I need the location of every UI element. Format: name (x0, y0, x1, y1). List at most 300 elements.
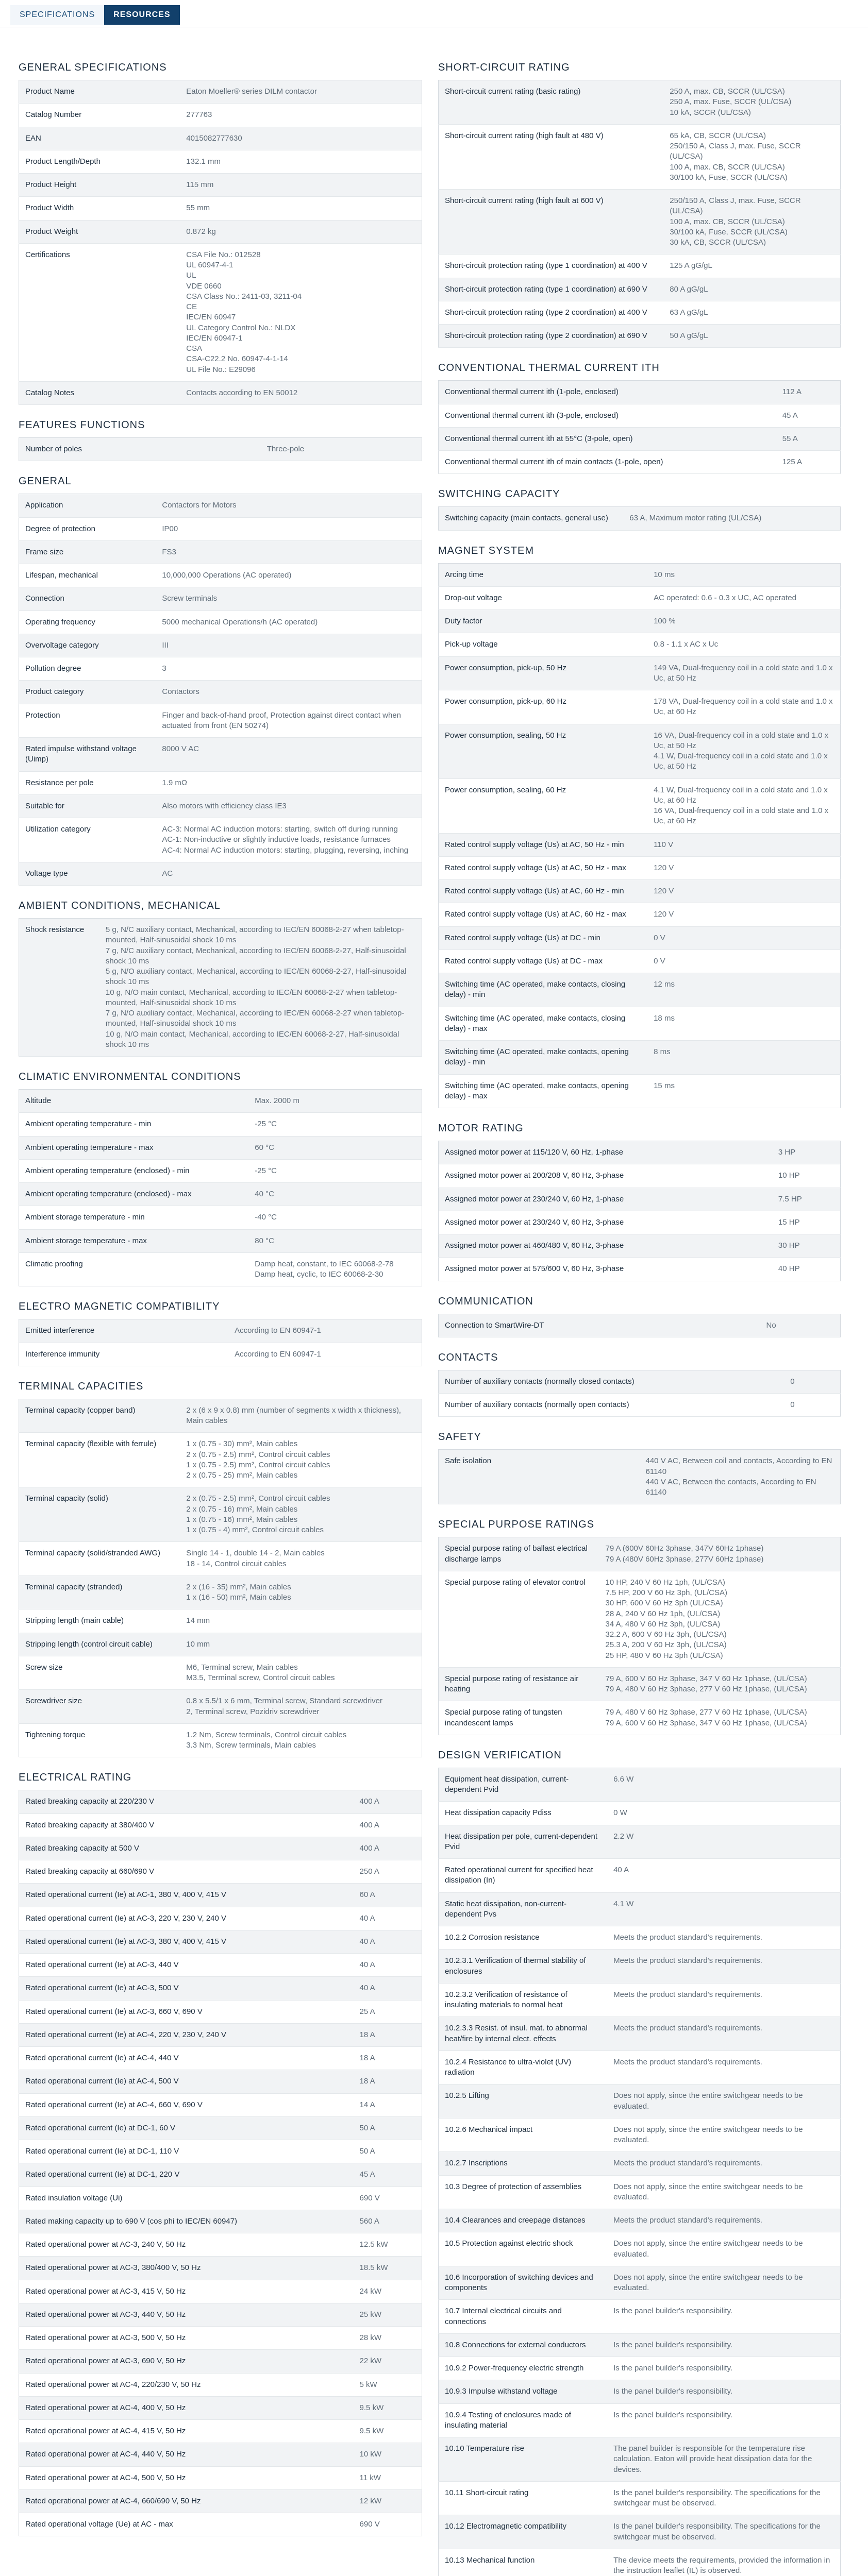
section-general-specifications (19, 62, 422, 405)
spec-label: Conventional thermal current ith at 55°C (3-pole, open) (439, 427, 776, 450)
spec-label: 10.7 Internal electrical circuits and connections (439, 2300, 608, 2334)
spec-label: Short-circuit current rating (high fault at 600 V) (439, 190, 664, 255)
spec-value: 2.2 W (607, 1825, 840, 1859)
spec-label: Rated operational power at AC-3, 380/400 V, 50 Hz (19, 2257, 354, 2280)
spec-label: Terminal capacity (solid/stranded AWG) (19, 1542, 180, 1576)
spec-label: Rated operational power at AC-3, 440 V, 50 Hz (19, 2303, 354, 2326)
spec-value: 1 x (0.75 - 30) mm², Main cables 2 x (0.75 - 2.5) mm², Control circuit cables 1 x (0.75 - 2.5) mm², Control circuit cables 2 x (0.75 - 25) mm², Main cables (180, 1433, 422, 1487)
spec-table (438, 1314, 841, 1337)
spec-row (439, 1701, 841, 1735)
spec-row (439, 2300, 841, 2334)
spec-label: Degree of protection (19, 517, 156, 540)
spec-label: Rated operational current (Ie) at DC-1, 220 V (19, 2163, 354, 2187)
spec-value: 4.1 W, Dual-frequency coil in a cold state and 1.0 x Uc, at 60 Hz 16 VA, Dual-frequency coil in a cold state and 1.0 x Uc, at 60 Hz (647, 778, 840, 833)
spec-row (439, 1950, 841, 1984)
spec-value: 10 HP (772, 1164, 841, 1188)
spec-value: 277763 (180, 104, 422, 127)
spec-row (439, 1571, 841, 1667)
spec-label: Ambient operating temperature - min (19, 1113, 249, 1136)
spec-value: 250 A (354, 1860, 422, 1884)
spec-value: 10 ms (647, 563, 840, 586)
spec-label: Terminal capacity (copper band) (19, 1399, 180, 1433)
spec-row (439, 1537, 841, 1571)
spec-value: Is the panel builder's responsibility. (607, 2380, 840, 2403)
spec-label: 10.2.2 Corrosion resistance (439, 1926, 608, 1950)
spec-row (439, 1926, 841, 1950)
spec-label: Rated operational current (Ie) at AC-4, 220 V, 230 V, 240 V (19, 2023, 354, 2046)
spec-row (19, 150, 422, 173)
spec-value: 10 HP, 240 V 60 Hz 1ph, (UL/CSA) 7.5 HP, 200 V 60 Hz 3ph, (UL/CSA) 30 HP, 600 V 60 Hz 3ph (UL/CSA) 28 A, 240 V 60 Hz 1ph, (UL/CSA) 34 A, 480 V 60 Hz 3ph, (UL/CSA) 32.2 A, 600 V 60 Hz 3ph, (UL/CSA) 25.3 A, 200 V 60 Hz 3ph, (UL/CSA) 25 HP, 480 V 60 Hz 3ph (UL/CSA) (599, 1571, 841, 1667)
spec-row (439, 1394, 841, 1417)
spec-row (19, 1433, 422, 1487)
spec-row (19, 1977, 422, 2000)
spec-label: Rated operational current (Ie) at AC-3, 660 V, 690 V (19, 2000, 354, 2023)
spec-row (19, 2163, 422, 2187)
spec-row (439, 2266, 841, 2300)
spec-label: 10.2.5 Lifting (439, 2084, 608, 2119)
spec-label: Rated operational current (Ie) at AC-3, 500 V (19, 1977, 354, 2000)
spec-label: Assigned motor power at 230/240 V, 60 Hz, 3-phase (439, 1211, 772, 1234)
spec-label: Ambient storage temperature - min (19, 1206, 249, 1229)
spec-label: Product Width (19, 197, 180, 220)
spec-row (439, 1164, 841, 1188)
spec-label: Rated breaking capacity at 220/230 V (19, 1790, 354, 1814)
spec-row (19, 2373, 422, 2396)
spec-value: III (156, 634, 422, 657)
spec-value: Max. 2000 m (248, 1090, 422, 1113)
spec-row (439, 507, 841, 530)
spec-value: 5 kW (354, 2373, 422, 2396)
spec-value: 2 x (16 - 35) mm², Main cables 1 x (16 - 50) mm², Main cables (180, 1575, 422, 1609)
spec-row (19, 862, 422, 885)
spec-value: 25 A (354, 2000, 422, 2023)
spec-label: Climatic proofing (19, 1252, 249, 1286)
spec-value: 40 A (354, 1930, 422, 1953)
spec-row (19, 2000, 422, 2023)
section-special-purpose-ratings (438, 1519, 841, 1735)
spec-value: 9.5 kW (354, 2420, 422, 2443)
spec-row (19, 2443, 422, 2466)
spec-row (439, 2357, 841, 2380)
spec-value: 0.8 x 5.5/1 x 6 mm, Terminal screw, Standard screwdriver 2, Terminal screw, Pozidriv screwdriver (180, 1690, 422, 1724)
spec-value: 178 VA, Dual-frequency coil in a cold state and 1.0 x Uc, at 60 Hz (647, 690, 840, 724)
spec-row (19, 657, 422, 681)
spec-value: 40 A (607, 1859, 840, 1893)
spec-label: Ambient storage temperature - max (19, 1229, 249, 1252)
spec-label: Assigned motor power at 230/240 V, 60 Hz, 1-phase (439, 1188, 772, 1211)
spec-row (439, 1234, 841, 1258)
spec-row (19, 634, 422, 657)
spec-label: Certifications (19, 243, 180, 381)
spec-value: 10 kW (354, 2443, 422, 2466)
spec-label: Short-circuit protection rating (type 2 coordination) at 690 V (439, 325, 664, 348)
spec-table (19, 1790, 422, 2536)
spec-label: Number of poles (19, 438, 261, 461)
spec-label: Rated operational current (Ie) at DC-1, 60 V (19, 2116, 354, 2140)
tab-specifications[interactable]: SPECIFICATIONS (10, 5, 104, 25)
spec-value: Three-pole (261, 438, 422, 461)
section-short-circuit-rating (438, 62, 841, 348)
spec-value: 40 A (354, 1977, 422, 2000)
spec-value: 79 A (600V 60Hz 3phase, 347V 60Hz 1phase) 79 A (480V 60Hz 3phase, 277V 60Hz 1phase) (599, 1537, 841, 1571)
spec-row (19, 220, 422, 243)
spec-label: Number of auxiliary contacts (normally open contacts) (439, 1394, 784, 1417)
section-title: ELECTRO MAGNETIC COMPATIBILITY (19, 1301, 220, 1313)
spec-label: 10.2.3.3 Resist. of insul. mat. to abnormal heat/fire by internal elect. effects (439, 2017, 608, 2051)
spec-table (19, 80, 422, 405)
spec-value: 10,000,000 Operations (AC operated) (156, 564, 422, 587)
spec-label: Resistance per pole (19, 771, 156, 794)
spec-label: Conventional thermal current ith (1-pole, enclosed) (439, 381, 776, 404)
spec-row (439, 278, 841, 301)
spec-label: Rated operational power at AC-4, 415 V, 50 Hz (19, 2420, 354, 2443)
spec-value: 120 V (647, 880, 840, 903)
spec-row (439, 301, 841, 324)
spec-label: Rated operational power at AC-3, 415 V, 50 Hz (19, 2280, 354, 2303)
spec-row (439, 778, 841, 833)
spec-row (439, 2380, 841, 2403)
spec-value: -25 °C (248, 1113, 422, 1136)
spec-label: Voltage type (19, 862, 156, 885)
spec-value: AC-3: Normal AC induction motors: starting, switch off during running AC-1: Non-inductive or slightly inductive loads, resistance furnaces AC-4: Normal AC induction motors: starting, plugging, reversing, inching (156, 818, 422, 862)
spec-label: Drop-out voltage (439, 586, 648, 609)
spec-value: 6.6 W (607, 1768, 840, 1802)
spec-value: 40 °C (248, 1183, 422, 1206)
spec-label: Rated impulse withstand voltage (Uimp) (19, 738, 156, 772)
spec-label: Assigned motor power at 200/208 V, 60 Hz, 3-phase (439, 1164, 772, 1188)
spec-value: According to EN 60947-1 (228, 1319, 422, 1343)
spec-value: Single 14 - 1, double 14 - 2, Main cables 18 - 14, Control circuit cables (180, 1542, 422, 1576)
spec-row (19, 2233, 422, 2257)
spec-value: 40 A (354, 1954, 422, 1977)
spec-label: Power consumption, pick-up, 50 Hz (439, 656, 648, 690)
section-title: MOTOR RATING (438, 1123, 524, 1134)
section-general (19, 476, 422, 886)
spec-label: Stripping length (control circuit cable) (19, 1633, 180, 1656)
spec-row (439, 563, 841, 586)
spec-table (438, 1141, 841, 1281)
spec-row (439, 950, 841, 973)
spec-value: 24 kW (354, 2280, 422, 2303)
spec-row (19, 2210, 422, 2233)
spec-row (439, 2017, 841, 2051)
spec-value: 60 °C (248, 1136, 422, 1159)
section-electrical-rating (19, 1772, 422, 2536)
spec-value: 12 kW (354, 2489, 422, 2513)
spec-row (19, 2420, 422, 2443)
spec-label: Switching time (AC operated, make contacts, opening delay) - max (439, 1074, 648, 1108)
spec-row (19, 2257, 422, 2280)
spec-label: Rated operational voltage (Ue) at AC - max (19, 2513, 354, 2536)
spec-value: 560 A (354, 2210, 422, 2233)
spec-row (439, 1667, 841, 1701)
section-title: ELECTRICAL RATING (19, 1772, 132, 1784)
spec-row (439, 690, 841, 724)
spec-row (19, 1837, 422, 1860)
spec-value: 63 A, Maximum motor rating (UL/CSA) (623, 507, 840, 530)
spec-row (19, 587, 422, 611)
spec-label: Rated operational current (Ie) at AC-4, 440 V (19, 2047, 354, 2070)
spec-row (19, 1884, 422, 1907)
spec-label: Terminal capacity (solid) (19, 1487, 180, 1542)
section-title: CONTACTS (438, 1351, 498, 1363)
spec-value: 0 V (647, 926, 840, 950)
spec-value: 14 mm (180, 1609, 422, 1633)
spec-value: 120 V (647, 856, 840, 879)
tab-resources[interactable]: RESOURCES (104, 5, 179, 25)
spec-row (19, 1090, 422, 1113)
spec-row (439, 2333, 841, 2357)
spec-table (19, 1399, 422, 1758)
spec-value: 3 (156, 657, 422, 681)
spec-row (19, 919, 422, 1057)
spec-value: Eaton Moeller® series DILM contactor (180, 80, 422, 104)
spec-table (438, 1370, 841, 1417)
spec-row (439, 1314, 841, 1337)
spec-label: Connection to SmartWire-DT (439, 1314, 760, 1337)
tab-bar (10, 5, 180, 25)
spec-row (439, 1041, 841, 1075)
spec-value: Is the panel builder's responsibility. (607, 2333, 840, 2357)
section-title: SAFETY (438, 1431, 481, 1443)
spec-row (439, 1007, 841, 1041)
spec-label: 10.3 Degree of protection of assemblies (439, 2175, 608, 2209)
spec-row (439, 1983, 841, 2017)
spec-row (19, 1633, 422, 1656)
spec-value: 30 HP (772, 1234, 841, 1258)
spec-value: 15 HP (772, 1211, 841, 1234)
spec-value: 4.1 W (607, 1892, 840, 1926)
section-title: GENERAL SPECIFICATIONS (19, 62, 167, 73)
spec-value: 100 % (647, 610, 840, 633)
spec-row (439, 2232, 841, 2266)
spec-value: 65 kA, CB, SCCR (UL/CSA) 250/150 A, Class J, max. Fuse, SCCR (UL/CSA) 100 A, max. CB, SCCR (UL/CSA) 30/100 kA, Fuse, SCCR (UL/CSA) (663, 124, 840, 189)
spec-row (19, 704, 422, 738)
spec-label: Rated operational power at AC-3, 240 V, 50 Hz (19, 2233, 354, 2257)
spec-value: IP00 (156, 517, 422, 540)
section-features-functions (19, 419, 422, 461)
spec-label: Rated making capacity up to 690 V (cos phi to IEC/EN 60947) (19, 2210, 354, 2233)
spec-row (439, 451, 841, 474)
spec-label: 10.6 Incorporation of switching devices and components (439, 2266, 608, 2300)
spec-row (439, 973, 841, 1007)
spec-value: 14 A (354, 2093, 422, 2116)
spec-value: CSA File No.: 012528 UL 60947-4-1 UL VDE 0660 CSA Class No.: 2411-03, 3211-04 CE IEC/EN 60947 UL Category Control No.: NLDX IEC/EN 60947-1 CSA CSA-C22.2 No. 60947-4-1-14 UL File No.: E29096 (180, 243, 422, 381)
spec-row (19, 1206, 422, 1229)
spec-table (438, 380, 841, 474)
spec-label: Switching time (AC operated, make contacts, opening delay) - min (439, 1041, 648, 1075)
spec-value: No (760, 1314, 841, 1337)
section-title: CLIMATIC ENVIRONMENTAL CONDITIONS (19, 1071, 241, 1082)
spec-value: 18 A (354, 2070, 422, 2093)
section-title: TERMINAL CAPACITIES (19, 1380, 144, 1392)
spec-row (19, 80, 422, 104)
spec-label: Stripping length (main cable) (19, 1609, 180, 1633)
spec-value: Is the panel builder's responsibility. (607, 2300, 840, 2334)
spec-value: 80 °C (248, 1229, 422, 1252)
spec-value: 0 V (647, 950, 840, 973)
spec-row (19, 494, 422, 517)
spec-row (439, 880, 841, 903)
spec-row (439, 124, 841, 189)
section-title: GENERAL (19, 476, 72, 487)
spec-label: Product Name (19, 80, 180, 104)
spec-label: Screwdriver size (19, 1690, 180, 1724)
spec-value: 125 A gG/gL (663, 255, 840, 278)
spec-label: Heat dissipation capacity Pdiss (439, 1802, 608, 1825)
spec-row (19, 197, 422, 220)
spec-value: -25 °C (248, 1159, 422, 1182)
spec-row (439, 404, 841, 427)
spec-table (438, 563, 841, 1109)
spec-row (19, 1814, 422, 1837)
section-switching-capacity (438, 488, 841, 530)
spec-label: Emitted interference (19, 1319, 229, 1343)
spec-table (19, 1089, 422, 1286)
spec-label: 10.4 Clearances and creepage distances (439, 2209, 608, 2232)
spec-label: Catalog Notes (19, 381, 180, 404)
spec-value: 112 A (776, 381, 841, 404)
spec-row (439, 903, 841, 926)
spec-value: 8 ms (647, 1041, 840, 1075)
spec-row (19, 1183, 422, 1206)
spec-row (439, 724, 841, 778)
spec-label: Conventional thermal current ith of main contacts (1-pole, open) (439, 451, 776, 474)
spec-row (439, 1188, 841, 1211)
spec-row (439, 427, 841, 450)
spec-value: 18 A (354, 2023, 422, 2046)
spec-value: 690 V (354, 2187, 422, 2210)
spec-row (19, 1252, 422, 1286)
section-motor-rating (438, 1123, 841, 1281)
spec-value: 149 VA, Dual-frequency coil in a cold state and 1.0 x Uc, at 50 Hz (647, 656, 840, 690)
spec-row (19, 1113, 422, 1136)
spec-row (19, 1723, 422, 1757)
spec-label: 10.8 Connections for external conductors (439, 2333, 608, 2357)
spec-label: Short-circuit protection rating (type 1 coordination) at 400 V (439, 255, 664, 278)
spec-value: 18 A (354, 2047, 422, 2070)
spec-value: -40 °C (248, 1206, 422, 1229)
spec-label: Ambient operating temperature (enclosed) - min (19, 1159, 249, 1182)
spec-row (19, 104, 422, 127)
spec-value: Meets the product standard's requirements. (607, 2017, 840, 2051)
spec-value: Is the panel builder's responsibility. The specifications for the switchgear must be observed. (607, 2481, 840, 2515)
spec-label: Rated control supply voltage (Us) at DC - min (439, 926, 648, 950)
spec-label: 10.9.3 Impulse withstand voltage (439, 2380, 608, 2403)
spec-value: 18 ms (647, 1007, 840, 1041)
spec-label: Screw size (19, 1656, 180, 1690)
spec-value: 9.5 kW (354, 2396, 422, 2419)
spec-label: Product Length/Depth (19, 150, 180, 173)
spec-row (19, 2396, 422, 2419)
spec-label: Interference immunity (19, 1343, 229, 1366)
spec-value: 440 V AC, Between coil and contacts, According to EN 61140 440 V AC, Between the contacts, According to EN 61140 (640, 1450, 841, 1504)
spec-value: 250/150 A, Class J, max. Fuse, SCCR (UL/CSA) 100 A, max. CB, SCCR (UL/CSA) 30/100 kA, Fuse, SCCR (UL/CSA) 30 kA, CB, SCCR (UL/CSA) (663, 190, 840, 255)
spec-label: Switching capacity (main contacts, general use) (439, 507, 624, 530)
spec-label: 10.2.7 Inscriptions (439, 2152, 608, 2175)
spec-table (438, 506, 841, 530)
spec-row (439, 1859, 841, 1893)
spec-row (439, 2084, 841, 2119)
spec-label: Pick-up voltage (439, 633, 648, 656)
spec-value: 3 HP (772, 1141, 841, 1164)
spec-value: 15 ms (647, 1074, 840, 1108)
spec-row (439, 2050, 841, 2084)
section-title: COMMUNICATION (438, 1295, 533, 1307)
spec-row (19, 2070, 422, 2093)
spec-label: 10.11 Short-circuit rating (439, 2481, 608, 2515)
spec-value: 55 mm (180, 197, 422, 220)
spec-label: 10.9.4 Testing of enclosures made of insulating material (439, 2403, 608, 2437)
spec-label: 10.9.2 Power-frequency electric strength (439, 2357, 608, 2380)
spec-row (19, 1136, 422, 1159)
spec-label: Rated operational current (Ie) at DC-1, 110 V (19, 2140, 354, 2163)
spec-label: Product Height (19, 174, 180, 197)
spec-value: 45 A (776, 404, 841, 427)
spec-row (19, 2140, 422, 2163)
spec-row (19, 2489, 422, 2513)
spec-row (439, 1074, 841, 1108)
spec-row (19, 2047, 422, 2070)
spec-label: Short-circuit protection rating (type 2 coordination) at 400 V (439, 301, 664, 324)
spec-value: Contactors (156, 681, 422, 704)
spec-label: Rated operational power at AC-3, 690 V, 50 Hz (19, 2350, 354, 2373)
spec-value: 0.8 - 1.1 x AC x Uc (647, 633, 840, 656)
spec-value: Is the panel builder's responsibility. The specifications for the switchgear must be observed. (607, 2515, 840, 2549)
spec-value: 55 A (776, 427, 841, 450)
spec-row (439, 255, 841, 278)
spec-value: 120 V (647, 903, 840, 926)
spec-label: 10.10 Temperature rise (439, 2437, 608, 2482)
spec-label: Rated operational power at AC-4, 400 V, 50 Hz (19, 2396, 354, 2419)
spec-value: The device meets the requirements, provided the information in the instruction leaflet (IL) is observed. (607, 2549, 840, 2576)
spec-row (439, 856, 841, 879)
spec-row (19, 2303, 422, 2326)
spec-label: Rated operational current (Ie) at AC-3, 380 V, 400 V, 415 V (19, 1930, 354, 1953)
spec-row (439, 2118, 841, 2152)
spec-label: Rated operational power at AC-3, 500 V, 50 Hz (19, 2327, 354, 2350)
spec-value: 5000 mechanical Operations/h (AC operated) (156, 611, 422, 634)
spec-label: Heat dissipation per pole, current-dependent Pvid (439, 1825, 608, 1859)
spec-label: Special purpose rating of tungsten incandescent lamps (439, 1701, 599, 1735)
spec-row (19, 381, 422, 404)
section-title: SHORT-CIRCUIT RATING (438, 62, 570, 73)
spec-label: Rated operational current for specified heat dissipation (In) (439, 1859, 608, 1893)
section-conventional-thermal-current-ith (438, 362, 841, 474)
spec-label: Conventional thermal current ith (3-pole, enclosed) (439, 404, 776, 427)
spec-value: Damp heat, constant, to IEC 60068-2-78 Damp heat, cyclic, to IEC 60068-2-30 (248, 1252, 422, 1286)
spec-label: Short-circuit current rating (high fault at 480 V) (439, 124, 664, 189)
spec-row (19, 1656, 422, 1690)
spec-label: 10.5 Protection against electric shock (439, 2232, 608, 2266)
section-contacts (438, 1352, 841, 1417)
spec-label: Pollution degree (19, 657, 156, 681)
spec-label: Connection (19, 587, 156, 611)
spec-label: Application (19, 494, 156, 517)
spec-value: 132.1 mm (180, 150, 422, 173)
spec-row (19, 517, 422, 540)
spec-value: 11 kW (354, 2466, 422, 2489)
spec-row (19, 1229, 422, 1252)
spec-row (19, 2327, 422, 2350)
spec-value: Meets the product standard's requirements. (607, 2152, 840, 2175)
spec-value: 400 A (354, 1837, 422, 1860)
spec-label: Terminal capacity (stranded) (19, 1575, 180, 1609)
spec-value: 4015082777630 (180, 127, 422, 150)
spec-label: Product category (19, 681, 156, 704)
left-column (19, 62, 422, 2551)
spec-value: 1.2 Nm, Screw terminals, Control circuit cables 3.3 Nm, Screw terminals, Main cables (180, 1723, 422, 1757)
